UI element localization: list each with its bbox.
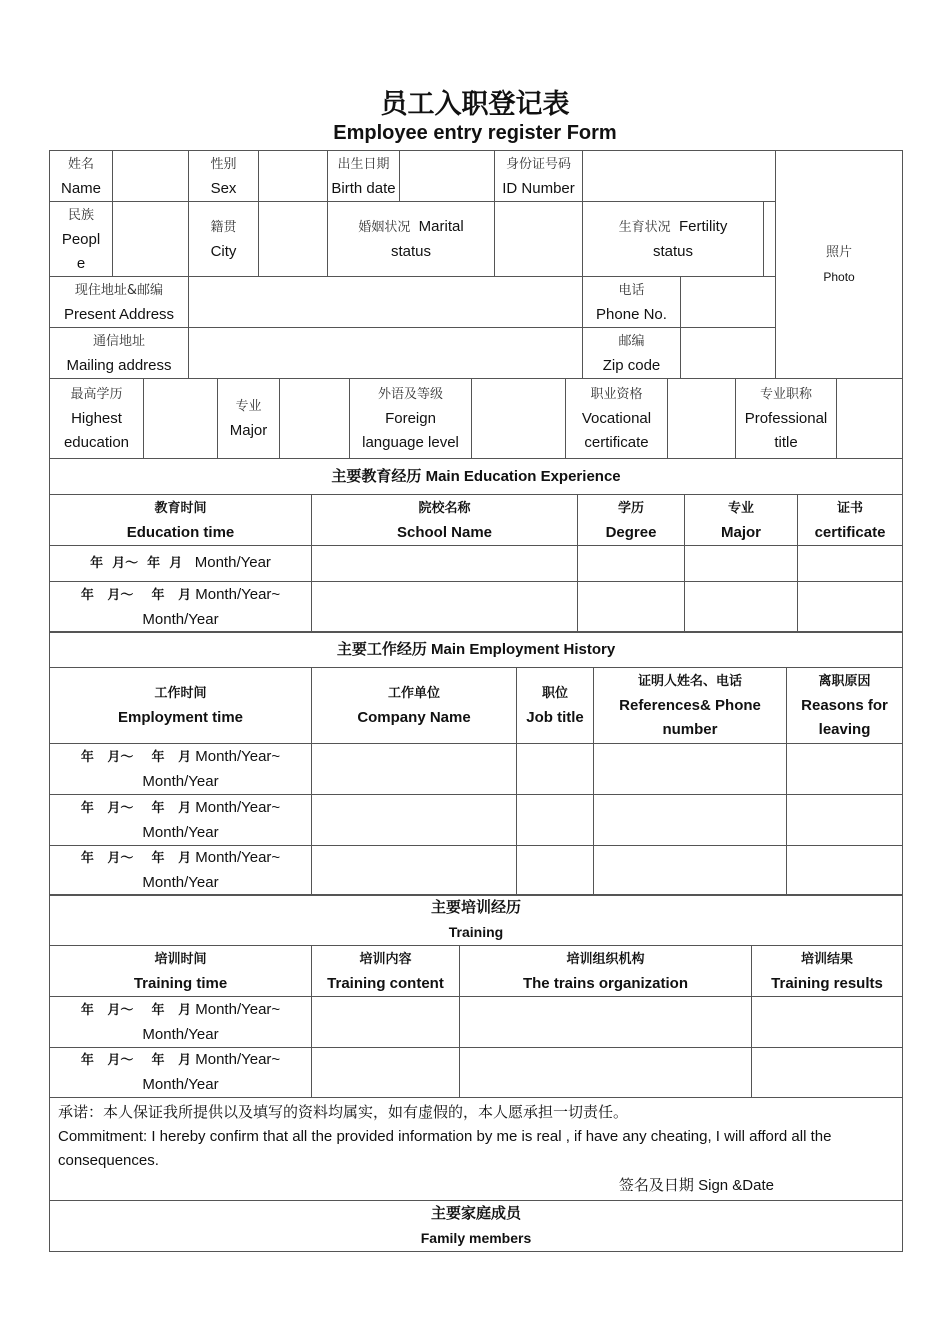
present-address-field[interactable] bbox=[189, 277, 583, 328]
fertility-status-field[interactable] bbox=[764, 202, 776, 277]
degree-cell[interactable] bbox=[578, 546, 685, 582]
school-name-header: 院校名称 School Name bbox=[312, 495, 578, 546]
employment-time-cell[interactable]: 年 月～ 年 月 Month/Year~ Month/Year bbox=[50, 795, 312, 846]
commitment-block bbox=[50, 1098, 903, 1201]
reasons-for-leaving-cell[interactable] bbox=[787, 846, 903, 896]
professional-title-label: 专业职称 Professional title bbox=[736, 379, 837, 459]
school-name-cell[interactable] bbox=[312, 546, 578, 582]
edu-major-header: 专业 Major bbox=[685, 495, 798, 546]
training-results-cell[interactable] bbox=[752, 1048, 903, 1098]
training-content-header: 培训内容 Training content bbox=[312, 946, 460, 997]
major-field[interactable] bbox=[280, 379, 350, 459]
basic-info-table bbox=[49, 150, 903, 379]
mailing-address-field[interactable] bbox=[189, 328, 583, 379]
company-name-cell[interactable] bbox=[312, 744, 517, 795]
city-label: 籍贯 City bbox=[189, 202, 259, 277]
phone-field[interactable] bbox=[681, 277, 776, 328]
employment-time-cell[interactable]: 年 月～ 年 月 Month/Year~ Month/Year bbox=[50, 744, 312, 795]
table-row bbox=[50, 997, 903, 1048]
reasons-for-leaving-cell[interactable] bbox=[787, 744, 903, 795]
education-summary-table bbox=[49, 378, 903, 459]
professional-title-field[interactable] bbox=[837, 379, 903, 459]
company-name-header: 工作单位 Company Name bbox=[312, 668, 517, 744]
education-time-header: 教育时间 Education time bbox=[50, 495, 312, 546]
phone-label: 电话 Phone No. bbox=[583, 277, 681, 328]
certificate-cell[interactable] bbox=[798, 546, 903, 582]
training-results-header: 培训结果 Training results bbox=[752, 946, 903, 997]
birth-date-label: 出生日期 Birth date bbox=[328, 151, 400, 202]
table-row bbox=[50, 546, 903, 582]
sign-date-field[interactable]: 签名及日期 Sign &Date bbox=[618, 1176, 774, 1194]
training-content-cell[interactable] bbox=[312, 997, 460, 1048]
id-number-label: 身份证号码 ID Number bbox=[495, 151, 583, 202]
training-time-cell[interactable]: 年 月～ 年 月 Month/Year~ Month/Year bbox=[50, 997, 312, 1048]
people-field[interactable] bbox=[113, 202, 189, 277]
vocational-certificate-label: 职业资格 Vocational certificate bbox=[566, 379, 668, 459]
name-field[interactable] bbox=[113, 151, 189, 202]
training-content-cell[interactable] bbox=[312, 1048, 460, 1098]
table-row bbox=[50, 744, 903, 795]
employment-history-table bbox=[49, 631, 903, 896]
foreign-language-field[interactable] bbox=[472, 379, 566, 459]
job-title-cell[interactable] bbox=[517, 795, 594, 846]
job-title-cell[interactable] bbox=[517, 744, 594, 795]
degree-cell[interactable] bbox=[578, 582, 685, 633]
education-heading: 主要教育经历 Main Education Experience bbox=[50, 459, 903, 495]
table-row bbox=[50, 582, 903, 633]
references-cell[interactable] bbox=[594, 846, 787, 896]
marital-status-field[interactable] bbox=[495, 202, 583, 277]
mailing-address-label: 通信地址 Mailing address bbox=[50, 328, 189, 379]
training-table bbox=[49, 894, 903, 1098]
job-title-header: 职位 Job title bbox=[517, 668, 594, 744]
table-row bbox=[50, 795, 903, 846]
vocational-certificate-field[interactable] bbox=[668, 379, 736, 459]
family-members-heading: 主要家庭成员 Family members bbox=[50, 1201, 903, 1252]
highest-education-field[interactable] bbox=[144, 379, 218, 459]
employment-time-header: 工作时间 Employment time bbox=[50, 668, 312, 744]
references-cell[interactable] bbox=[594, 795, 787, 846]
form-title-cn: 员工入职登记表 bbox=[380, 89, 570, 120]
people-label: 民族 Peopl e bbox=[50, 202, 113, 277]
education-time-cell[interactable]: 年 月～ 年 月 Month/Year bbox=[50, 546, 312, 582]
table-row bbox=[50, 846, 903, 896]
major-label: 专业 Major bbox=[218, 379, 280, 459]
present-address-label: 现住地址&邮编 Present Address bbox=[50, 277, 189, 328]
education-time-cell[interactable]: 年 月～ 年 月 Month/Year~ Month/Year bbox=[50, 582, 312, 633]
training-heading: 主要培训经历 Training bbox=[50, 895, 903, 946]
training-organization-cell[interactable] bbox=[460, 1048, 752, 1098]
edu-major-cell[interactable] bbox=[685, 546, 798, 582]
photo-box[interactable]: 照片 Photo bbox=[776, 151, 903, 379]
training-organization-cell[interactable] bbox=[460, 997, 752, 1048]
employment-heading: 主要工作经历 Main Employment History bbox=[50, 632, 903, 668]
marital-status-label: 婚姻状况 Marital status bbox=[328, 202, 495, 277]
certificate-cell[interactable] bbox=[798, 582, 903, 633]
fertility-status-label: 生育状况 Fertility status bbox=[583, 202, 764, 277]
form-title-en: Employee entry register Form bbox=[333, 122, 617, 144]
school-name-cell[interactable] bbox=[312, 582, 578, 633]
commitment-table bbox=[49, 1097, 903, 1252]
company-name-cell[interactable] bbox=[312, 846, 517, 896]
zip-code-label: 邮编 Zip code bbox=[583, 328, 681, 379]
employment-time-cell[interactable]: 年 月～ 年 月 Month/Year~ Month/Year bbox=[50, 846, 312, 896]
foreign-language-label: 外语及等级 Foreign language level bbox=[350, 379, 472, 459]
training-time-header: 培训时间 Training time bbox=[50, 946, 312, 997]
education-experience-table bbox=[49, 458, 903, 633]
sex-field[interactable] bbox=[259, 151, 328, 202]
birth-date-field[interactable] bbox=[400, 151, 495, 202]
reasons-for-leaving-cell[interactable] bbox=[787, 795, 903, 846]
training-organization-header: 培训组织机构 The trains organization bbox=[460, 946, 752, 997]
training-time-cell[interactable]: 年 月～ 年 月 Month/Year~ Month/Year bbox=[50, 1048, 312, 1098]
edu-major-cell[interactable] bbox=[685, 582, 798, 633]
references-header: 证明人姓名、电话 References& Phone number bbox=[594, 668, 787, 744]
reasons-for-leaving-header: 离职原因 Reasons for leaving bbox=[787, 668, 903, 744]
job-title-cell[interactable] bbox=[517, 846, 594, 896]
id-number-field[interactable] bbox=[583, 151, 776, 202]
sex-label: 性别 Sex bbox=[189, 151, 259, 202]
degree-header: 学历 Degree bbox=[578, 495, 685, 546]
highest-education-label: 最高学历 Highest education bbox=[50, 379, 144, 459]
certificate-header: 证书 certificate bbox=[798, 495, 903, 546]
references-cell[interactable] bbox=[594, 744, 787, 795]
table-row bbox=[50, 1048, 903, 1098]
commitment-en: Commitment: I hereby confirm that all the provided information by me is real , if have any cheating, I will afford all the consequences. bbox=[58, 1128, 832, 1169]
company-name-cell[interactable] bbox=[312, 795, 517, 846]
commitment-cn: 承诺：本人保证我所提供以及填写的资料均属实，如有虚假的，本人愿承担一切责任。 bbox=[58, 1103, 629, 1121]
training-results-cell[interactable] bbox=[752, 997, 903, 1048]
zip-code-field[interactable] bbox=[681, 328, 776, 379]
city-field[interactable] bbox=[259, 202, 328, 277]
name-label: 姓名 Name bbox=[50, 151, 113, 202]
